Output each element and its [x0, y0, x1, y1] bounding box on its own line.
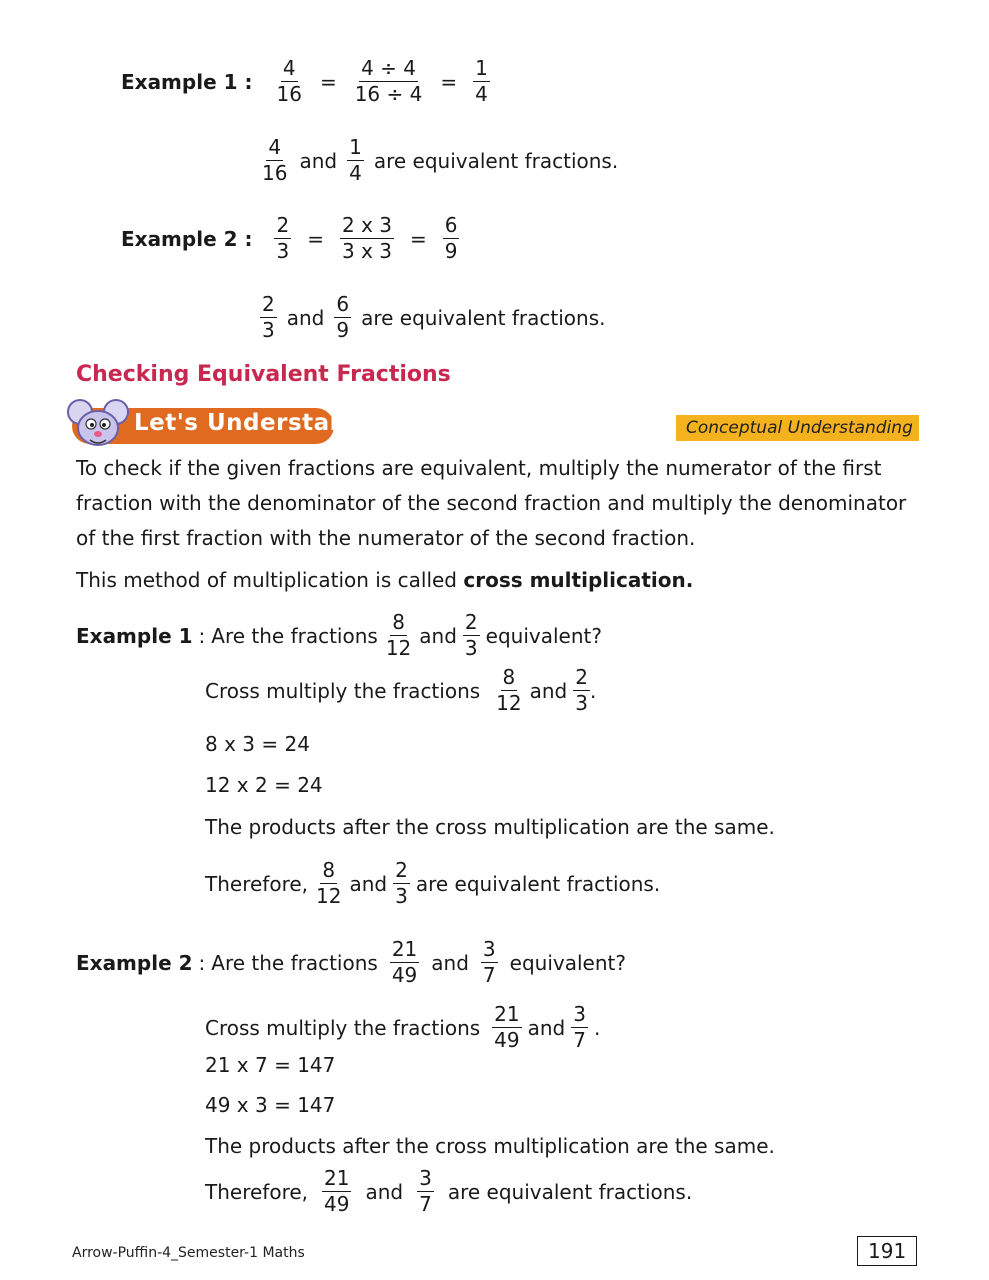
explanation-paragraph: To check if the given fractions are equivalent, multiply the numerator of the first fraction with the denominator of the second fraction and multiply the denominator of the first fraction with the numerator of the second fraction. — [76, 456, 907, 550]
section-heading: Checking Equivalent Fractions — [76, 362, 451, 387]
example-label: Example 2 : — [121, 226, 253, 251]
calculation: 12 x 2 = 24 — [205, 773, 323, 797]
fraction: $\frac{21}{49}$ — [494, 1002, 520, 1052]
fraction: $\frac{8}{12}$ — [496, 665, 522, 715]
badge-label: Let's Understand — [134, 410, 364, 436]
cross-example-1-question: Example 1 : Are the fractions $\frac{8}{12}$ and $\frac{2}{3}$ equivalent? — [76, 610, 602, 660]
fraction: $\frac{3}{7}$ — [573, 1002, 586, 1052]
fraction: $\frac{3}{7}$ — [419, 1166, 432, 1216]
fraction: $\frac{1}{4}$ — [475, 56, 488, 106]
example-label: Example 1 — [76, 623, 193, 648]
page-number: 191 — [857, 1236, 917, 1266]
fraction: $\frac{2}{3}$ — [575, 665, 588, 715]
cross-example-1-conclusion: Therefore, $\frac{8}{12}$ and $\frac{2}{3}$ are equivalent fractions. — [205, 858, 661, 908]
example-2-statement: $\frac{2}{3}$ and $\frac{6}{9}$ are equivalent fractions. — [262, 292, 606, 342]
example-2-equation: Example 2 : $\frac{2}{3}$ = $\frac{2 x 3}{3 x 3}$ = $\frac{6}{9}$ — [121, 213, 458, 263]
fraction: $\frac{3}{7}$ — [482, 937, 496, 987]
example-label: Example 2 — [76, 950, 193, 975]
bold-term: cross multiplication. — [463, 568, 694, 592]
fraction: $\frac{4}{16}$ — [262, 135, 288, 185]
fraction: $\frac{4 \div 4}{16 \div 4}$ — [354, 56, 423, 106]
fraction: $\frac{21}{49}$ — [391, 937, 418, 987]
fraction: $\frac{6}{9}$ — [444, 213, 458, 263]
fraction: $\frac{2}{3}$ — [395, 858, 408, 908]
example-1-statement: $\frac{4}{16}$ and $\frac{1}{4}$ are equivalent fractions. — [262, 135, 619, 185]
products-statement: The products after the cross multiplication are the same. — [205, 815, 775, 839]
fraction: $\frac{1}{4}$ — [349, 135, 362, 185]
mouse-mascot-icon — [66, 396, 130, 452]
fraction: $\frac{4}{16}$ — [276, 56, 302, 106]
calculation: 21 x 7 = 147 — [205, 1053, 336, 1077]
example-1-equation: Example 1 : $\frac{4}{16}$ = $\frac{4 \div 4}{16 \div 4}$ = $\frac{1}{4}$ — [121, 56, 488, 106]
cross-example-2-question: Example 2 : Are the fractions $\frac{21}{49}$ and $\frac{3}{7}$ equivalent? — [76, 937, 626, 987]
products-statement: The products after the cross multiplication are the same. — [205, 1134, 775, 1158]
cross-example-1-instruction: Cross multiply the fractions $\frac{8}{12}$ and $\frac{2}{3}$ . — [205, 665, 597, 715]
fraction: $\frac{2}{3}$ — [276, 213, 290, 263]
fraction: $\frac{8}{12}$ — [316, 858, 342, 908]
footer-book-title: Arrow-Puffin-4_Semester-1 Maths — [72, 1245, 305, 1261]
calculation: 49 x 3 = 147 — [205, 1093, 336, 1117]
cross-example-2-conclusion: Therefore, $\frac{21}{49}$ and $\frac{3}{7}$ are equivalent fractions. — [205, 1166, 693, 1216]
fraction: $\frac{2}{3}$ — [464, 610, 478, 660]
fraction: $\frac{21}{49}$ — [324, 1166, 350, 1216]
fraction: $\frac{2}{3}$ — [262, 292, 275, 342]
fraction: $\frac{6}{9}$ — [336, 292, 350, 342]
cross-example-2-instruction: Cross multiply the fractions $\frac{21}{49}$ and $\frac{3}{7}$ . — [205, 1002, 601, 1052]
example-label: Example 1 : — [121, 69, 253, 94]
method-paragraph: This method of multiplication is called cross multiplication. — [76, 568, 694, 592]
conceptual-understanding-tag: Conceptual Understanding — [676, 415, 919, 441]
calculation: 8 x 3 = 24 — [205, 732, 310, 756]
fraction: $\frac{2 x 3}{3 x 3}$ — [341, 213, 392, 263]
fraction: $\frac{8}{12}$ — [385, 610, 412, 660]
